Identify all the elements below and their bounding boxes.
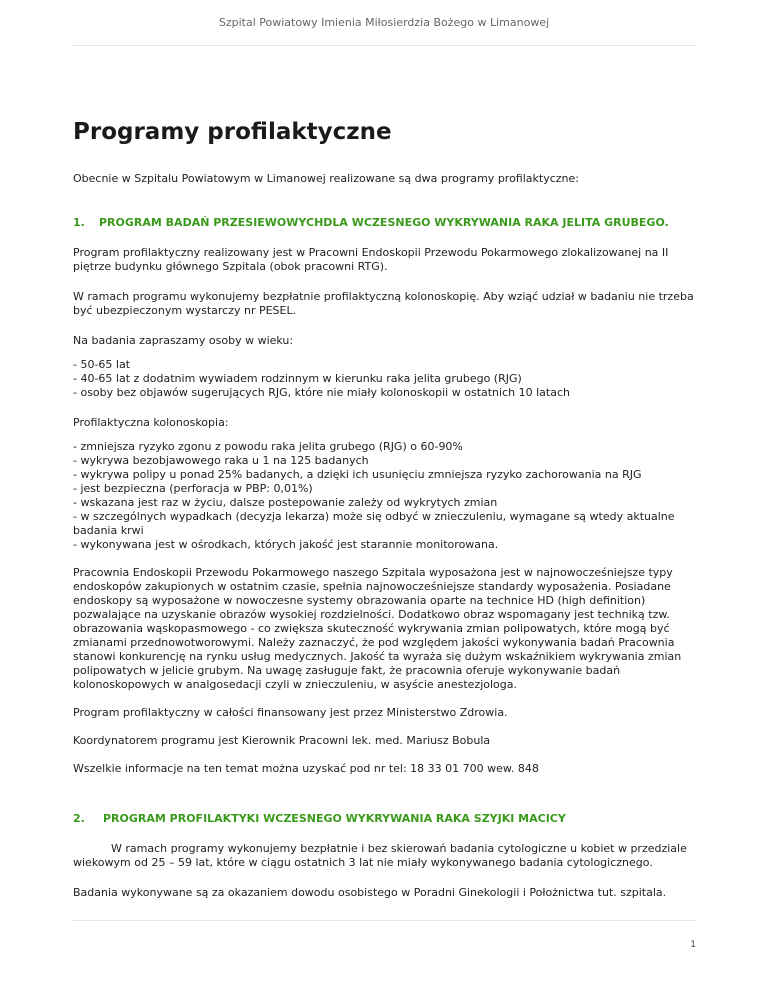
section-1-program-paragraph: W ramach programu wykonujemy bezpłatnie profilaktyczną kolonoskopię. Aby wziąć udział w badaniu nie trzeba być ubezpieczonym wystarczy nr PESEL.: [73, 290, 694, 317]
page-header: Szpital Powiatowy Imienia Miłosierdzia Bożego w Limanowej: [218, 16, 550, 29]
colonoscopy-benefits-list: [73, 440, 697, 552]
age-criteria-list: [73, 358, 697, 400]
section-2-program-paragraph: W ramach programy wykonujemy bezpłatnie i bez skierowań badania cytologiczne u kobiet w przedziale wiekowym od 25 – 59 lat, które w ciągu ostatnich 3 lat nie miały wykonywanego badania cytologicznego.: [73, 842, 687, 869]
list-item: - osoby bez objawów sugerujących RJG, które nie miały kolonoskopii w ostatnich 10 latach: [73, 386, 570, 399]
list-item: - wskazana jest raz w życiu, dalsze postepowanie zależy od wykrytych zmian: [73, 496, 498, 509]
intro-paragraph: Obecnie w Szpitalu Powiatowym w Limanowej realizowane są dwa programy profilaktyczne:: [73, 172, 579, 185]
section-1-heading: [73, 216, 697, 230]
page-number: 1: [690, 940, 696, 950]
section-1-number: 1.: [73, 216, 85, 229]
section-2-requirements-paragraph: Badania wykonywane są za okazaniem dowodu osobistego w Poradni Ginekologii i Położnictwa tut. szpitala.: [73, 886, 667, 899]
section-1-title: PROGRAM BADAŃ PRZESIEWOWYCHDLA WCZESNEGO WYKRYWANIA RAKA JELITA GRUBEGO.: [99, 216, 669, 229]
document-body: [73, 118, 697, 900]
list-item: - 40-65 lat z dodatnim wywiadem rodzinnym w kierunku raka jelita grubego (RJG): [73, 372, 522, 385]
contact-paragraph: Wszelkie informacje na ten temat można uzyskać pod nr tel: 18 33 01 700 wew. 848: [73, 762, 539, 775]
colonoscopy-subheading: Profilaktyczna kolonoskopia:: [73, 416, 229, 429]
section-2-heading: [73, 812, 697, 826]
list-item: - zmniejsza ryzyko zgonu z powodu raka jelita grubego (RJG) o 60-90%: [73, 440, 463, 453]
page-title: Programy profilaktyczne: [73, 119, 392, 145]
list-item: - wykrywa bezobjawowego raka u 1 na 125 badanych: [73, 454, 369, 467]
list-item: - jest bezpieczna (perforacja w PBP: 0,01%): [73, 482, 313, 495]
section-1-location-paragraph: Program profilaktyczny realizowany jest w Pracowni Endoskopii Przewodu Pokarmowego zlokalizowanej na II piętrze budynku głównego Szpitala (obok pracowni RTG).: [73, 246, 669, 273]
section-2-number: 2.: [73, 812, 85, 825]
section-2-title: PROGRAM PROFILAKTYKI WCZESNEGO WYKRYWANIA RAKA SZYJKI MACICY: [103, 812, 566, 825]
list-item: - wykonywana jest w ośrodkach, których jakość jest starannie monitorowana.: [73, 538, 499, 551]
list-item: - 50-65 lat: [73, 358, 131, 371]
funding-paragraph: Program profilaktyczny w całości finansowany jest przez Ministerstwo Zdrowia.: [73, 706, 508, 719]
footer-divider: [72, 920, 696, 921]
endoscopy-description-paragraph: Pracownia Endoskopii Przewodu Pokarmowego naszego Szpitala wyposażona jest w najnowocześniejsze typy endoskopów zakupionych w ostatnim czasie, spełnia najnowocześniejsze standardy wyposażenia. Posiadane endoskopy są wyposażone w nowoczesne systemy obrazowania oparte na technice HD (high definition) pozwalające na uzyskanie obrazów wysokiej rozdzielności. Dodatkowo obraz wspomagany jest techniką tzw. obrazowania wąskopasmowego - co zwiększa skuteczność wykrywania zmian polipowatych, które mogą być zmianami przednowotworowymi. Należy zaznaczyć, że pod względem jakości wykonywania badań Pracownia stanowi konkurencję na rynku usług medycznych. Jakość ta wyraża się dużym wskaźnikiem wykrywania zmian polipowatych w jelicie grubym. Na uwagę zasługuje fakt, że pracownia oferuje wykonywanie badań kolonoskopowych w analgosedacji czyli w znieczuleniu, w asyście anestezjologa.: [73, 566, 682, 691]
coordinator-paragraph: Koordynatorem programu jest Kierownik Pracowni lek. med. Mariusz Bobula: [73, 734, 491, 747]
section-1-invite-paragraph: Na badania zapraszamy osoby w wieku:: [73, 334, 294, 347]
list-item: - wykrywa polipy u ponad 25% badanych, a dzięki ich usunięciu zmniejsza ryzyko zachorowania na RJG: [73, 468, 642, 481]
header-divider: [72, 45, 696, 46]
list-item: - w szczególnych wypadkach (decyzja lekarza) może się odbyć w znieczuleniu, wymagane są wtedy aktualne badania krwi: [73, 510, 675, 537]
